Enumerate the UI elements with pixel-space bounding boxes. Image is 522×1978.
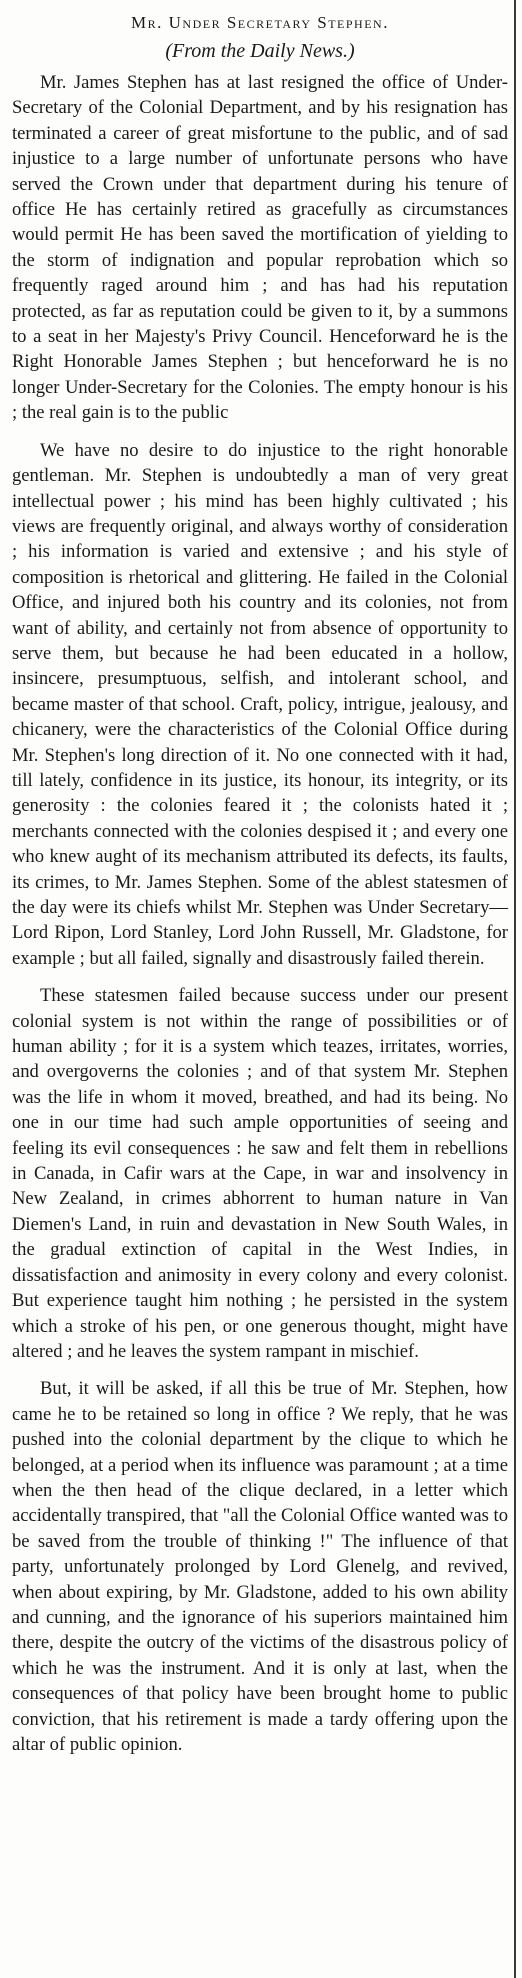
article-paragraph-4: But, it will be asked, if all this be true of Mr. Stephen, how came he to be retained so long in office ? We reply, that he was pushed into the colonial department by the clique to which he belonged, at a period when its influence was paramount ; at a time when the then head of the clique declared, in a letter which accidentally transpired, that "all the Colonial Office wanted was to be saved from the trouble of thinking !" The influence of that party, unfortunately prolonged by Lord Glenelg, and revived, when about expiring, by Mr. Gladstone, added to his own ability and cunning, and the ignorance of his superiors maintained him there, despite the outcry of the victims of the disastrous policy of which he was the instrument. And it is only at last, when the consequences of that policy have been brought home to public conviction, that his retirement is made a tardy offering upon the altar of public opinion. bbox=[12, 1378, 508, 1755]
article-paragraph-1: Mr. James Stephen has at last resigned the office of Under-Secretary of the Colonial Department, and by his resignation has terminated a career of great misfortune to the public, and of sad injustice to a large number of unfortunate persons who have served the Crown under that department during his tenure of office He has certainly retired as gracefully as circumstances would permit He has been saved the mortification of yielding to the storm of indignation and popular reprobation which so frequently raged around him ; and has had his reputation protected, as far as reputation could be given to it, by a summons to a seat in her Majesty's Privy Council. Henceforward he is the Right Honorable James Stephen ; but henceforward he is no longer Under-Secretary for the Colonies. The empty honour is his ; the real gain is to the public bbox=[12, 72, 508, 424]
column-rule bbox=[514, 0, 516, 1978]
article-paragraph-3: These statesmen failed because success under our present colonial system is not within the range of possibilities or of human ability ; for it is a system which teazes, irritates, worries, and overgoverns the colonies ; and of that system Mr. Stephen was the life in whom it moved, breathed, and had its being. No one in our time had such ample opportunities of seeing and feeling its evil consequences : he saw and felt them in rebellions in Canada, in Cafir wars at the Cape, in war and insolvency in New Zealand, in crimes abhorrent to human nature in Van Diemen's Land, in ruin and devastation in New South Wales, in the gradual extinction of capital in the West Indies, in dissatisfaction and animosity in every colony and every colonist. But experience taught him nothing ; he persisted in the system which a stroke of his pen, or one generous thought, might have altered ; and he leaves the system rampant in mischief. bbox=[12, 985, 508, 1362]
article-source: (From the Daily News.) bbox=[165, 40, 355, 62]
article-title: Mr. Under Secretary Stephen. bbox=[131, 13, 389, 32]
article-paragraph-2: We have no desire to do injustice to the right honorable gentleman. Mr. Stephen is undoubtedly a man of very great intellectual power ; his mind has been highly cultivated ; his views are frequently original, and always worthy of consideration ; his information is varied and extensive ; and his style of composition is rhetorical and glittering. He failed in the Colonial Office, and injured both his country and its colonies, not from want of ability, and certainly not from absence of opportunity to serve them, but because he had been educated in a hollow, insincere, presumptuous, selfish, and intolerant school, and became master of that school. Craft, policy, intrigue, jealousy, and chicanery, were the characteristics of the Colonial Office during Mr. Stephen's long direction of it. No one connected with it had, till lately, confidence in its justice, its honour, its integrity, or its generosity : the colonies feared it ; the colonists hated it ; merchants connected with the colonies despised it ; and every one who knew aught of its mechanism attributed its defects, its faults, its crimes, to Mr. James Stephen. Some of the ablest statesmen of the day were its chiefs whilst Mr. Stephen was Under Secretary—Lord Ripon, Lord Stanley, Lord John Russell, Mr. Gladstone, for example ; but all failed, signally and disastrously failed therein. bbox=[12, 439, 508, 969]
